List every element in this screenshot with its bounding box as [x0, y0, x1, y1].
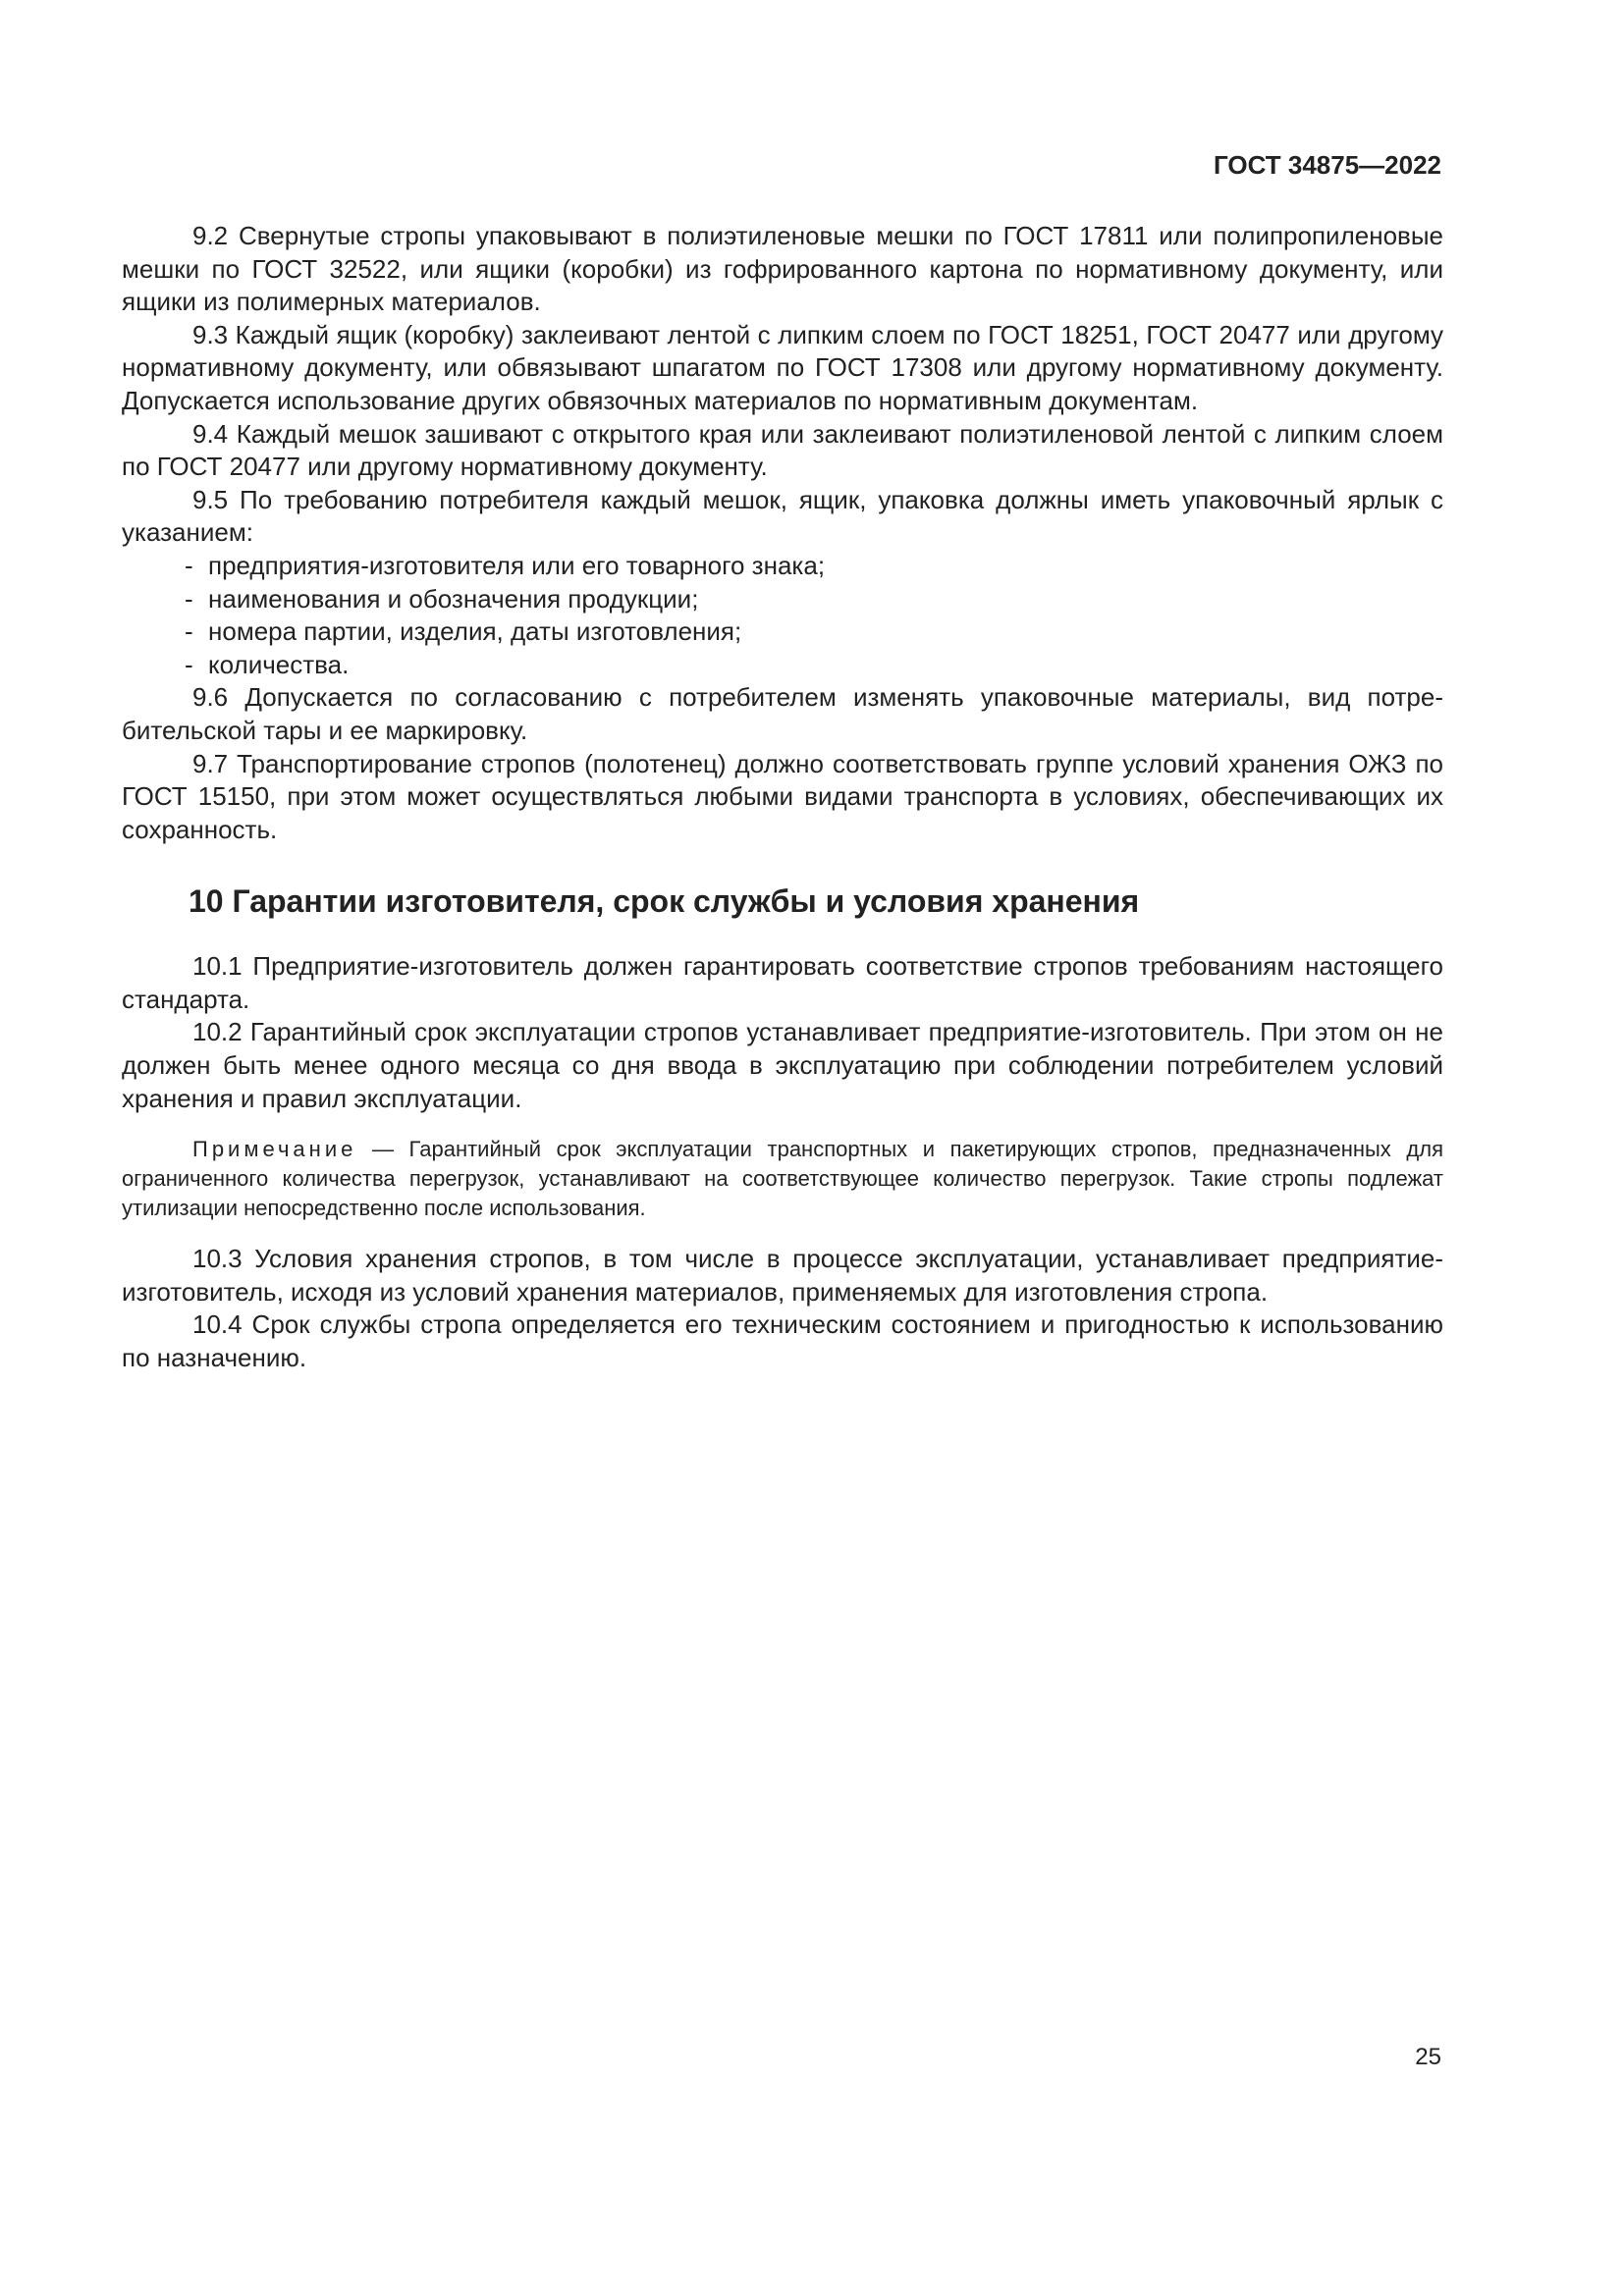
paragraph-9-7: 9.7 Транспортирование стропов (полотенец) должно соответствовать группе условий хранения ОЖЗ по ГОСТ 15150, при этом может осуществляться любыми видами транспорта в условиях, обеспечивающих их сохранность.: [122, 748, 1443, 844]
list-dash: -: [185, 550, 193, 580]
paragraph-10-3: 10.3 Условия хранения стропов, в том числе в процессе эксплуатации, устанавливает предприятие-изготовитель, исходя из условий хранения материалов, применяемых для изготовления стропа.: [122, 1244, 1443, 1307]
paragraph-9-4: 9.4 Каждый мешок зашивают с открытого края или заклеивают полиэтиленовой лентой с липким слоем по ГОСТ 20477 или другому нормативному документу.: [122, 418, 1443, 482]
list-item-text: предприятия-изготовителя или его товарного знака;: [208, 550, 826, 580]
paragraph-10-4: 10.4 Срок службы стропа определяется его техническим состоянием и пригодностью к использованию по назначению.: [122, 1309, 1443, 1373]
list-item: [122, 583, 1443, 616]
list-dash: -: [185, 583, 193, 614]
list-item: [122, 649, 1443, 682]
paragraph-9-5: 9.5 По требованию потребителя каждый мешок, ящик, упаковка должны иметь упаковочный ярлык с указанием:: [122, 484, 1443, 548]
paragraph-9-3: 9.3 Каждый ящик (коробку) заклеивают лентой с липким слоем по ГОСТ 18251, ГОСТ 20477 или другому нормативному документу, или обвязывают шпагатом по ГОСТ 17308 или другому нормативному документу. Допускается использование других обвязочных материалов по нормативным документам.: [122, 319, 1443, 415]
list-item-text: номера партии, изделия, даты изготовления;: [208, 616, 742, 647]
note-text: — Гарантийный срок эксплуатации транспортных и пакетирующих стропов, предназначенных для ограниченного количества перегрузок, устанавливают на соответствующее количество перегрузок. Такие стропы подлежат утилизации непосредственно после использования.: [122, 1137, 1443, 1221]
label-requirements-list: [122, 550, 1443, 681]
list-item-text: количества.: [208, 649, 350, 679]
list-item: [122, 550, 1443, 583]
document-id-header: ГОСТ 34875—2022: [1214, 150, 1441, 180]
list-dash: -: [185, 616, 193, 647]
note: [122, 1135, 1443, 1223]
list-dash: -: [185, 649, 193, 679]
list-item: [122, 615, 1443, 649]
list-item-text: наименования и обозначения продукции;: [208, 583, 699, 614]
page-body: [122, 220, 1443, 1375]
paragraph-10-2: 10.2 Гарантийный срок эксплуатации стропов устанавливает предприятие-изготовитель. При этом он не должен быть менее одного месяца со дня ввода в эксплуатацию при соблюдении потребителем условий хранения и правил эксплуатации.: [122, 1017, 1443, 1113]
page-number: 25: [1415, 2044, 1441, 2070]
paragraph-9-6: 9.6 Допускается по согласованию с потребителем изменять упаковочные материалы, вид потребительской тары и ее маркировку.: [122, 682, 1443, 745]
paragraph-9-2: 9.2 Свернутые стропы упаковывают в полиэтиленовые мешки по ГОСТ 17811 или полипропиленовые мешки по ГОСТ 32522, или ящики (коробки) из гофрированного картона по нормативному документу, или ящики из полимерных материалов.: [122, 221, 1443, 317]
note-label: Примечание: [192, 1137, 357, 1162]
section-10-title: 10 Гарантии изготовителя, срок службы и условия хранения: [189, 883, 1140, 920]
paragraph-10-1: 10.1 Предприятие-изготовитель должен гарантировать соответствие стропов требованиям настоящего стандарта.: [122, 951, 1443, 1014]
